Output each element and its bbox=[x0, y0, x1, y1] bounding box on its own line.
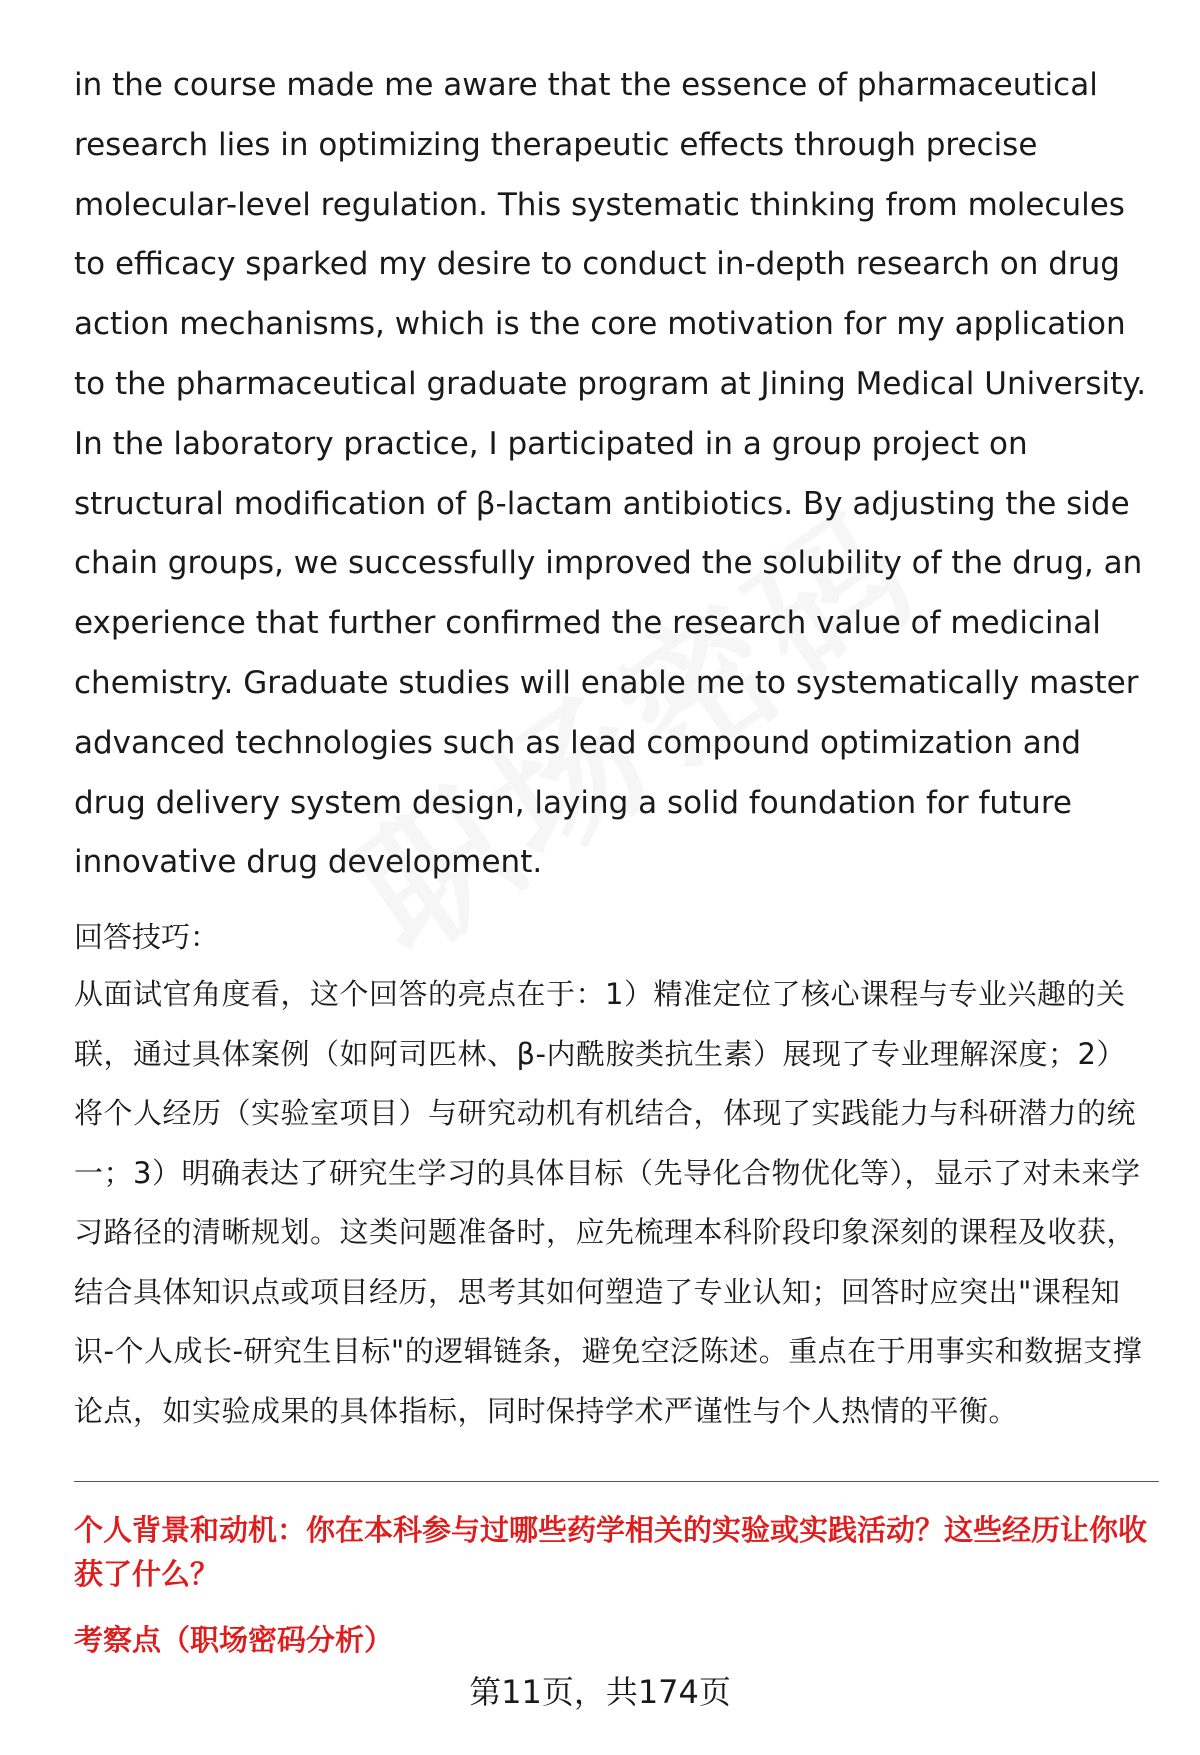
answer-english-paragraph: in the course made me aware that the essence of pharmaceutical research lies in optimizing therapeutic effects through precise molecular-level regulation. This systematic thinking from molecules to efficacy sparked my desire to conduct in-depth research on drug action mechanisms, which is the core motivation for my application to the pharmaceutical graduate program at Jining Medical University. In the laboratory practice, I participated in a group project on structural modification of β-lactam antibiotics. By adjusting the side chain groups, we successfully improved the solubility of the drug, an experience that further confirmed the research value of medicinal chemistry. Graduate studies will enable me to systematically master advanced technologies such as lead compound optimization and drug delivery system design, laying a solid foundation for future innovative drug development. bbox=[74, 67, 1147, 881]
tips-body: 从面试官角度看，这个回答的亮点在于：1）精准定位了核心课程与专业兴趣的关联，通过具体案例（如阿司匹林、β-内酰胺类抗生素）展现了专业理解深度；2）将个人经历（实验室项目）与研究动机有机结合，体现了实践能力与科研潜力的统一；3）明确表达了研究生学习的具体目标（先导化合物优化等），显示了对未来学习路径的清晰规划。这类问题准备时，应先梳理本科阶段印象深刻的课程及收获，结合具体知识点或项目经历，思考其如何塑造了专业认知；回答时应突出"课程知识-个人成长-研究生目标"的逻辑链条，避免空泛陈述。重点在于用事实和数据支撑论点，如实验成果的具体指标，同时保持学术严谨性与个人热情的平衡。 bbox=[74, 977, 1143, 1428]
page-content bbox=[74, 56, 1154, 1662]
tips-title: 回答技巧： bbox=[74, 920, 220, 955]
interview-question: 个人背景和动机：你在本科参与过哪些药学相关的实验或实践活动？这些经历让你收获了什么？ bbox=[74, 1513, 1148, 1592]
section-divider bbox=[74, 1481, 1159, 1482]
page-number: 第11页，共174页 bbox=[469, 1673, 731, 1711]
section-heading: 考察点（职场密码分析） bbox=[74, 1623, 394, 1658]
